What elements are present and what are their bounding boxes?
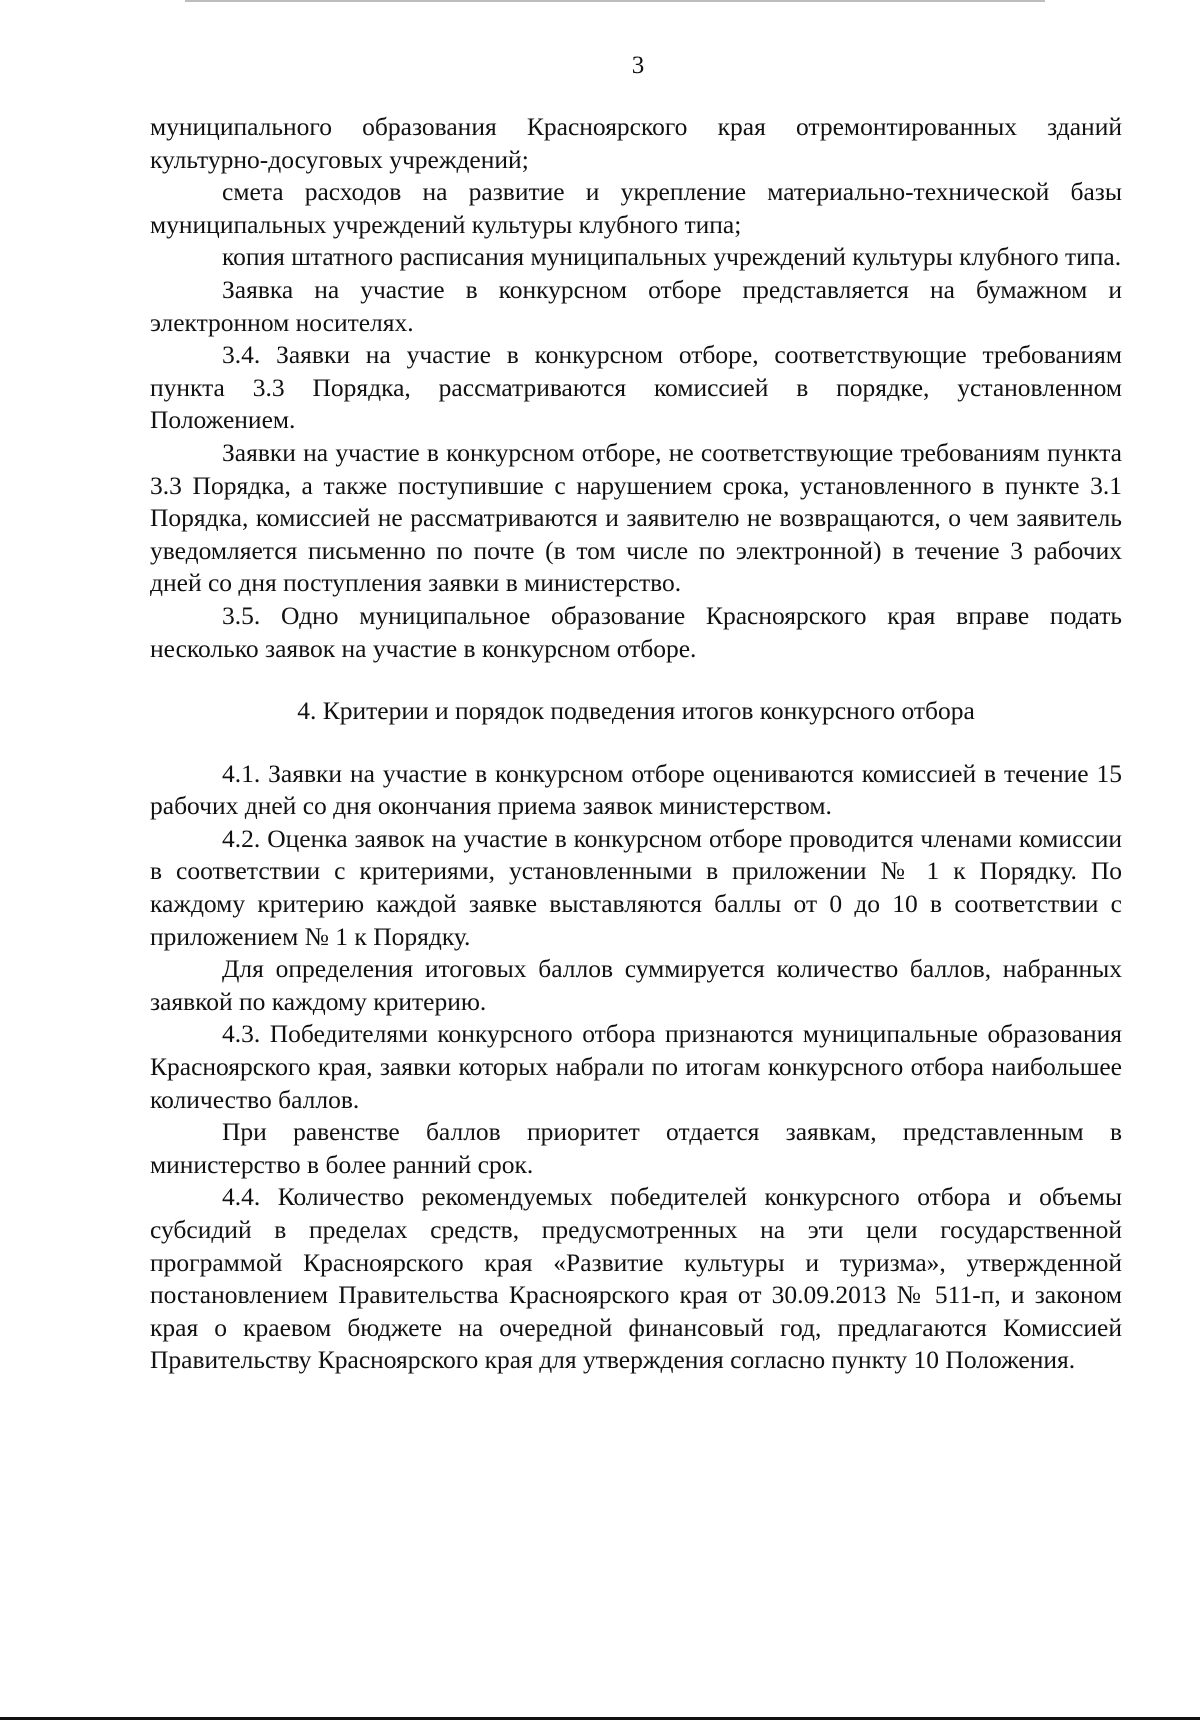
paragraph-4-3: 4.3. Победителями конкурсного отбора признаются муниципальные образования Красноярского края, заявки которых набрали по итогам конкурсного отбора наибольшее количество баллов. — [150, 1019, 1122, 1114]
paragraph-4-2: 4.2. Оценка заявок на участие в конкурсном отборе проводится членами комиссии в соответствии с критериями, установленными в приложении № 1 к Порядку. По каждому критерию каждой заявке выставляются баллы от 0 до 10 в соответствии с приложением № 1 к Порядку. — [150, 823, 1122, 951]
scan-edge-top — [185, 0, 1045, 2]
paragraph: муниципального образования Красноярского края отремонтированных зданий культурно-досуговых учреждений; — [150, 112, 1122, 174]
paragraph-4-4: 4.4. Количество рекомендуемых победителей конкурсного отбора и объемы субсидий в пределах средств, предусмотренных на эти цели государственной программой Красноярского края «Развитие культуры и туризма», утвержденной постановлением Правительства Красноярского края от 30.09.2013 № 511-п, и законом края о краевом бюджете на очередной финансовый год, предлагаются Комиссией Правительству Красноярского края для утверждения согласно пункту 10 Положения. — [150, 1182, 1122, 1375]
paragraph: Заявка на участие в конкурсном отборе представляется на бумажном и электронном носителях. — [150, 274, 1122, 337]
paragraph: смета расходов на развитие и укрепление материально-технической базы муниципальных учреждений культуры клубного типа; — [150, 177, 1122, 239]
section-heading: 4. Критерии и порядок подведения итогов конкурсного отбора — [297, 696, 975, 726]
paragraph: Для определения итоговых баллов суммируется количество баллов, набранных заявкой по каждому критерию. — [150, 954, 1122, 1016]
page-number: 3 — [631, 52, 645, 79]
paragraph-4-1: 4.1. Заявки на участие в конкурсном отборе оцениваются комиссией в течение 15 рабочих дней со дня окончания приема заявок министерством. — [150, 758, 1122, 821]
paragraph-3-4: 3.4. Заявки на участие в конкурсном отборе, соответствующие требованиям пункта 3.3 Порядка, рассматриваются комиссией в порядке, установленном Положением. — [150, 340, 1122, 435]
paragraph-3-5: 3.5. Одно муниципальное образование Красноярского края вправе подать несколько заявок на участие в конкурсном отборе. — [150, 600, 1122, 663]
paragraph: Заявки на участие в конкурсном отборе, не соответствующие требованиям пункта 3.3 Порядка, а также поступившие с нарушением срока, установленного в пункте 3.1 Порядка, комиссией не рассматриваются и заявителю не возвращаются, о чем заявитель уведомляется письменно по почте (в том числе по электронной) в течение 3 рабочих дней со дня поступления заявки в министерство. — [150, 437, 1122, 598]
paragraph: При равенстве баллов приоритет отдается заявкам, представленным в министерство в более ранний срок. — [150, 1117, 1122, 1179]
document-body — [150, 111, 1122, 1377]
paragraph: копия штатного расписания муниципальных учреждений культуры клубного типа. — [222, 242, 1122, 272]
